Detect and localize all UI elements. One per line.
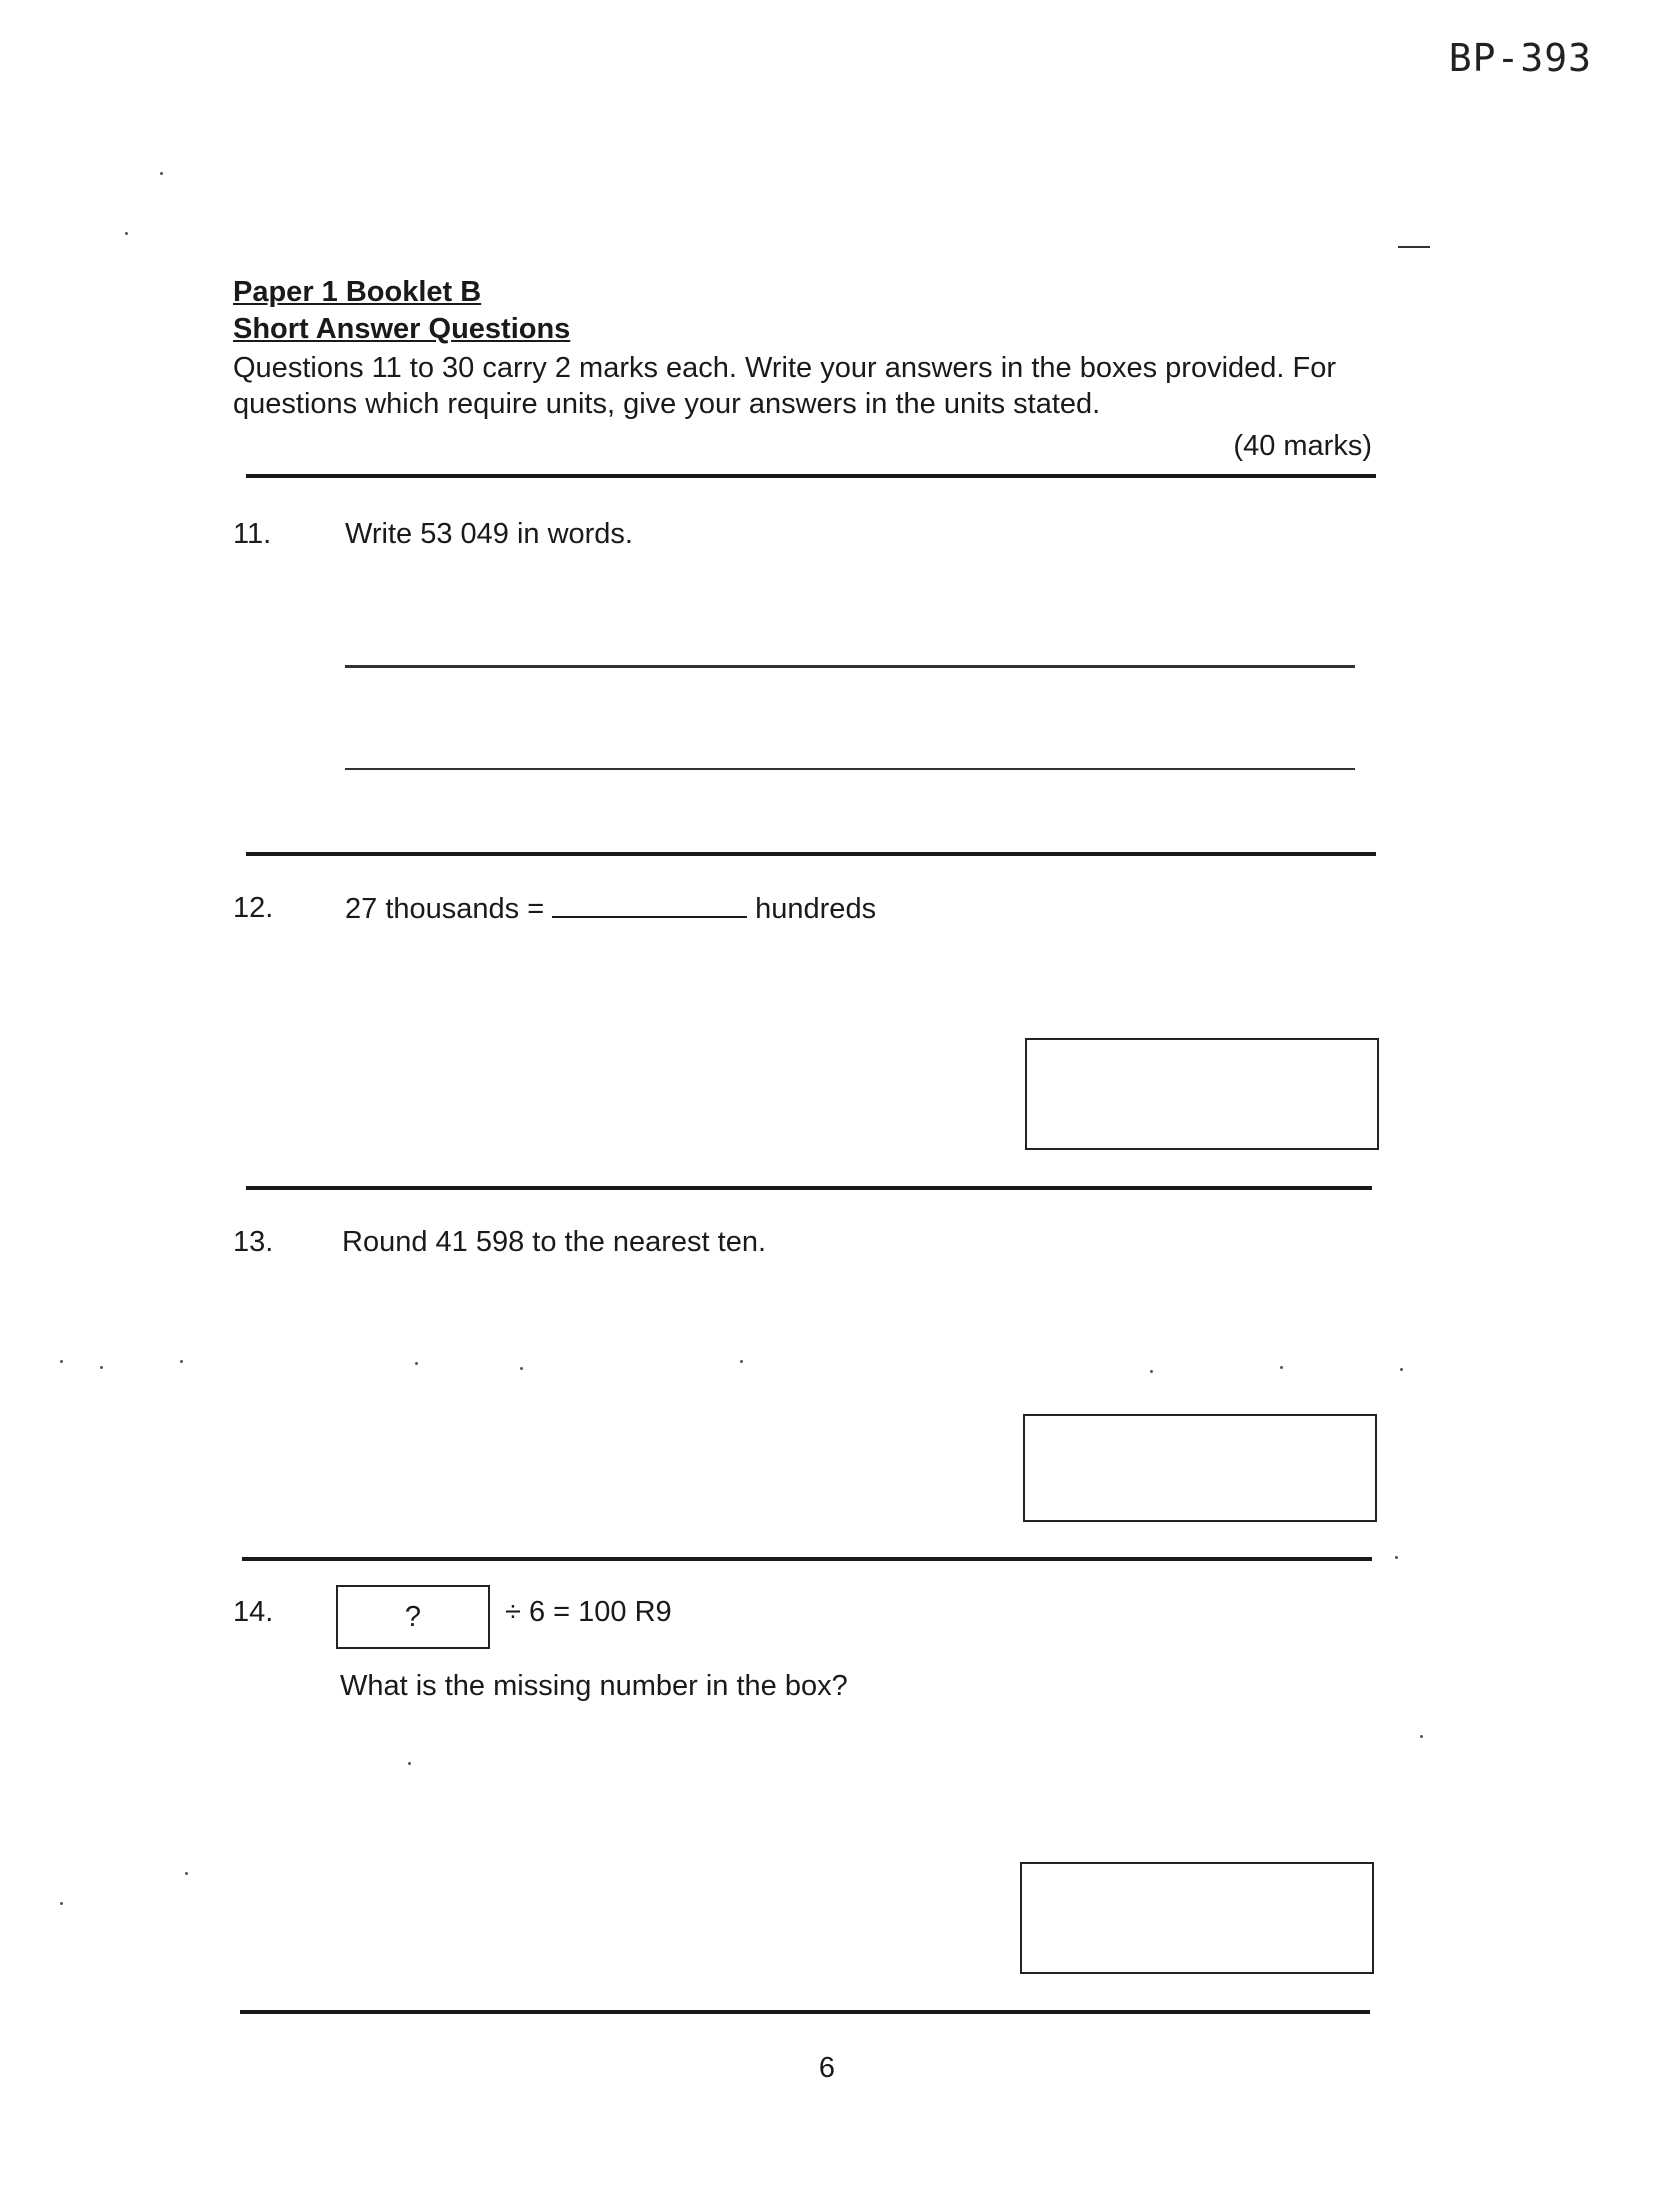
page-number: 6 <box>818 2052 836 2084</box>
divider <box>246 852 1376 856</box>
scan-speck <box>60 1360 63 1363</box>
question-text: Round 41 598 to the nearest ten. <box>342 1226 767 1258</box>
scan-speck <box>180 1360 183 1363</box>
scan-speck <box>160 172 163 175</box>
question-number: 12. <box>233 892 274 924</box>
answer-box[interactable] <box>1025 1038 1379 1150</box>
total-marks: (40 marks) <box>1233 430 1372 462</box>
scan-speck <box>415 1362 418 1365</box>
question-number: 11. <box>233 518 272 550</box>
question-number: 13. <box>233 1226 274 1258</box>
divider <box>246 1186 1372 1190</box>
scan-speck <box>1150 1370 1153 1373</box>
scan-speck <box>1420 1735 1423 1738</box>
scan-speck <box>1280 1366 1283 1369</box>
answer-box[interactable] <box>1023 1414 1377 1522</box>
document-id: BP-393 <box>1448 36 1592 80</box>
answer-line[interactable] <box>345 665 1355 668</box>
booklet-title: Paper 1 Booklet B <box>233 276 482 308</box>
scan-speck <box>1395 1556 1398 1559</box>
scan-speck <box>408 1762 411 1765</box>
question-number: 14. <box>233 1596 274 1628</box>
answer-box[interactable] <box>1020 1862 1374 1974</box>
question-text-after: hundreds <box>755 893 877 925</box>
instructions: Questions 11 to 30 carry 2 marks each. Write your answers in the boxes provided. For questions which require units, give your answers in the units stated. <box>233 352 1337 420</box>
scan-speck <box>100 1366 103 1369</box>
scan-speck <box>740 1360 743 1363</box>
question-text: What is the missing number in the box? <box>340 1670 848 1702</box>
scan-speck <box>520 1367 523 1370</box>
scan-speck <box>185 1872 188 1875</box>
question-text <box>345 892 876 926</box>
equation: ÷ 6 = 100 R9 <box>505 1596 672 1628</box>
scan-speck <box>125 232 128 235</box>
divider <box>242 1557 1372 1561</box>
fill-in-blank[interactable] <box>552 892 747 918</box>
divider <box>246 474 1376 478</box>
corner-mark <box>1398 246 1430 248</box>
divider <box>240 2010 1370 2014</box>
question-text: Write 53 049 in words. <box>345 518 633 550</box>
answer-line[interactable] <box>345 768 1355 770</box>
question-text-before: 27 thousands = <box>345 893 545 925</box>
missing-number-box: ? <box>336 1585 490 1649</box>
section-title: Short Answer Questions <box>233 313 571 345</box>
scan-speck <box>1400 1368 1403 1371</box>
scan-speck <box>60 1902 63 1905</box>
